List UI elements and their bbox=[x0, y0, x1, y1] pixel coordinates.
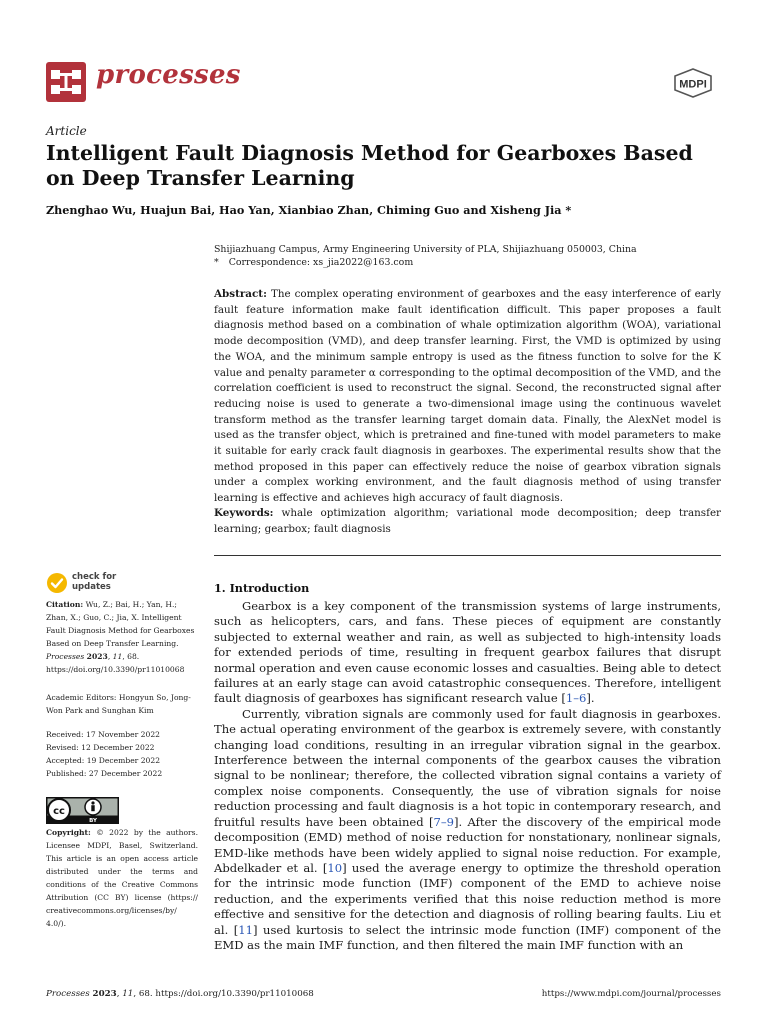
journal-name: processes bbox=[96, 60, 241, 90]
svg-text:cc: cc bbox=[53, 806, 65, 817]
section-divider bbox=[214, 555, 721, 556]
correspondence-star: * bbox=[214, 257, 219, 268]
keywords bbox=[214, 506, 721, 537]
citation-journal: Processes bbox=[46, 652, 85, 661]
keywords-label: Keywords: bbox=[214, 507, 274, 519]
citation-block: Citation: Wu, Z.; Bai, H.; Yan, H.; Zhan, X.; Guo, C.; Jia, X. Intelligent Fault Diagnosis Method for Gearboxes Based on Deep Transfer Learning. Processes 2023, 11, 68. https://doi.org/10.3390/pr11010068 bbox=[46, 600, 195, 674]
revised-date: Revised: 12 December 2022 bbox=[46, 743, 155, 752]
citation-label: Citation: bbox=[46, 600, 84, 609]
abstract-text: The complex operating environment of gearboxes and the easy interference of early fault feature information make fault identification difficult. This paper proposes a fault diagnosis method based on a combination of whale optimization algorithm (WOA), variational mode decomposition (VMD), and deep transfer learning. First, the VMD is optimized by using the WOA, and the minimum sample entropy is used as the fitness function to solve for the K value and penalty parameter α corresponding to the optimal decomposition of the VMD, and the correlation coefficient is used to reconstruct the signal. Second, the reconstructed signal after reducing noise is used to generate a two-dimensional image using the continuous wavelet transform method as the transfer learning target domain data. Finally, the AlexNet model is used as the transfer object, which is pretrained and fine-tuned with model parameters to make it suitable for early crack fault diagnosis in gearboxes. The experimental results show that the method proposed in this paper can effectively reduce the noise of gearbox vibration signals under a complex working environment, and the fault diagnosis method of using transfer learning is effective and achieves high accuracy of fault diagnosis. bbox=[214, 288, 721, 505]
citation-text: Wu, Z.; Bai, H.; Yan, H.; Zhan, X.; Guo, C.; Jia, X. Intelligent Fault Diagnosis Method for Gearboxes Based on Deep Transfer Learning. bbox=[46, 600, 195, 648]
footer-citation: Processes 2023, 11, 68. https://doi.org/10.3390/pr11010068 bbox=[46, 989, 314, 999]
affiliation: Shijiazhuang Campus, Army Engineering University of PLA, Shijiazhuang 050003, China bbox=[214, 244, 637, 255]
abstract-label: Abstract: bbox=[214, 288, 267, 300]
abstract bbox=[214, 287, 721, 507]
copyright-block bbox=[46, 826, 198, 930]
correspondence-email[interactable]: Correspondence: xs_jia2022@163.com bbox=[228, 257, 414, 268]
copyright-text: © 2022 by the authors. Licensee MDPI, Basel, Switzerland. This article is an open access article distributed under the terms and conditions of the Creative Commons Attribution (CC BY) license (https:// creativecommons.org/licenses/by/ 4.0/). bbox=[46, 828, 198, 928]
publication-dates bbox=[46, 728, 198, 780]
citation-link[interactable]: 1–6 bbox=[565, 691, 587, 706]
citation-link[interactable]: 10 bbox=[327, 860, 343, 875]
copyright-label: Copyright: bbox=[46, 828, 91, 837]
accepted-date: Accepted: 19 December 2022 bbox=[46, 756, 161, 765]
section-heading-introduction: 1. Introduction bbox=[214, 581, 310, 595]
citation-doi[interactable]: , 68. https://doi.org/10.3390/pr11010068 bbox=[46, 652, 185, 674]
check-updates-line1: check for bbox=[72, 572, 117, 582]
article-title: Intelligent Fault Diagnosis Method for Gearboxes Based on Deep Transfer Learning bbox=[46, 141, 693, 190]
footer-volume: 11 bbox=[122, 989, 134, 999]
cc-by-license-icon[interactable] bbox=[46, 797, 119, 824]
publisher-name: MDPI bbox=[679, 78, 707, 91]
mdpi-logo bbox=[667, 68, 719, 98]
check-updates-line2: updates bbox=[72, 582, 111, 592]
correspondence bbox=[214, 257, 724, 268]
article-type: Article bbox=[46, 124, 87, 138]
footer-journal: Processes bbox=[46, 989, 90, 999]
footer-year: 2023 bbox=[92, 989, 117, 999]
received-date: Received: 17 November 2022 bbox=[46, 730, 161, 739]
citation-volume: 11 bbox=[112, 652, 123, 661]
introduction-body bbox=[214, 599, 721, 953]
keywords-text: whale optimization algorithm; variational mode decomposition; deep transfer learning; gearbox; fault diagnosis bbox=[214, 507, 722, 535]
paragraph-1: Gearbox is a key component of the transmission systems of large instruments, such as helicopters, cars, and fans. These pieces of equipment are constantly subjected to external weather and rain, as well as subjected to high-intensity loads for extended periods of time, resulting in frequent gearbox failures that disrupt normal operation and even cause economic losses and casualties. Being able to detect failures at an early stage can avoid catastrophic consequences. Therefore, intelligent fault diagnosis of gearboxes has significant research value [1–6]. bbox=[214, 599, 721, 706]
author-list[interactable]: Zhenghao Wu, Huajun Bai, Hao Yan, Xianbiao Zhan, Chiming Guo and Xisheng Jia * bbox=[46, 203, 572, 217]
academic-editors: Academic Editors: Hongyun So, Jong-Won Park and Sunghan Kim bbox=[46, 693, 191, 715]
journal-logo-icon bbox=[46, 62, 86, 102]
footer-doi[interactable]: , 68. https://doi.org/10.3390/pr11010068 bbox=[133, 989, 314, 999]
paragraph-2: Currently, vibration signals are commonly used for fault diagnosis in gearboxes. The actual operating environment of the gearbox is extremely severe, with constantly changing load conditions, resulting in an irregular vibration signal in the gearbox. Interference between the internal components of the gearbox causes the vibration signal to be nonlinear; therefore, the collected vibration signal contains a variety of complex noise components. Consequently, the use of vibration signals for noise reduction processing and fault diagnosis is a hot topic in contemporary research, and fruitful results have been obtained [7–9]. After the discovery of the empirical mode decomposition (EMD) method of noise reduction for nonstationary, nonlinear signals, EMD-like methods have been widely applied to signal noise reduction. For example, Abdelkader et al. [10] used the average energy to optimize the threshold operation for the intrinsic mode function (IMF) component of the EMD to achieve noise reduction, and the experiments verified that this noise reduction method is more effective and sensitive for the detection and diagnosis of rolling bearing faults. Liu et al. [11] used kurtosis to select the intrinsic mode function (IMF) component of the EMD as the main IMF function, and then filtered the main IMF function with an bbox=[214, 706, 721, 952]
citation-link[interactable]: 7–9 bbox=[433, 814, 454, 829]
published-date: Published: 27 December 2022 bbox=[46, 769, 163, 778]
cc-label: BY bbox=[89, 818, 97, 824]
check-updates-icon bbox=[46, 572, 68, 594]
citation-link[interactable]: 11 bbox=[238, 922, 253, 937]
check-for-updates-button[interactable] bbox=[46, 571, 126, 597]
footer-journal-url[interactable]: https://www.mdpi.com/journal/processes bbox=[541, 989, 721, 999]
citation-year: 2023 bbox=[86, 652, 108, 661]
